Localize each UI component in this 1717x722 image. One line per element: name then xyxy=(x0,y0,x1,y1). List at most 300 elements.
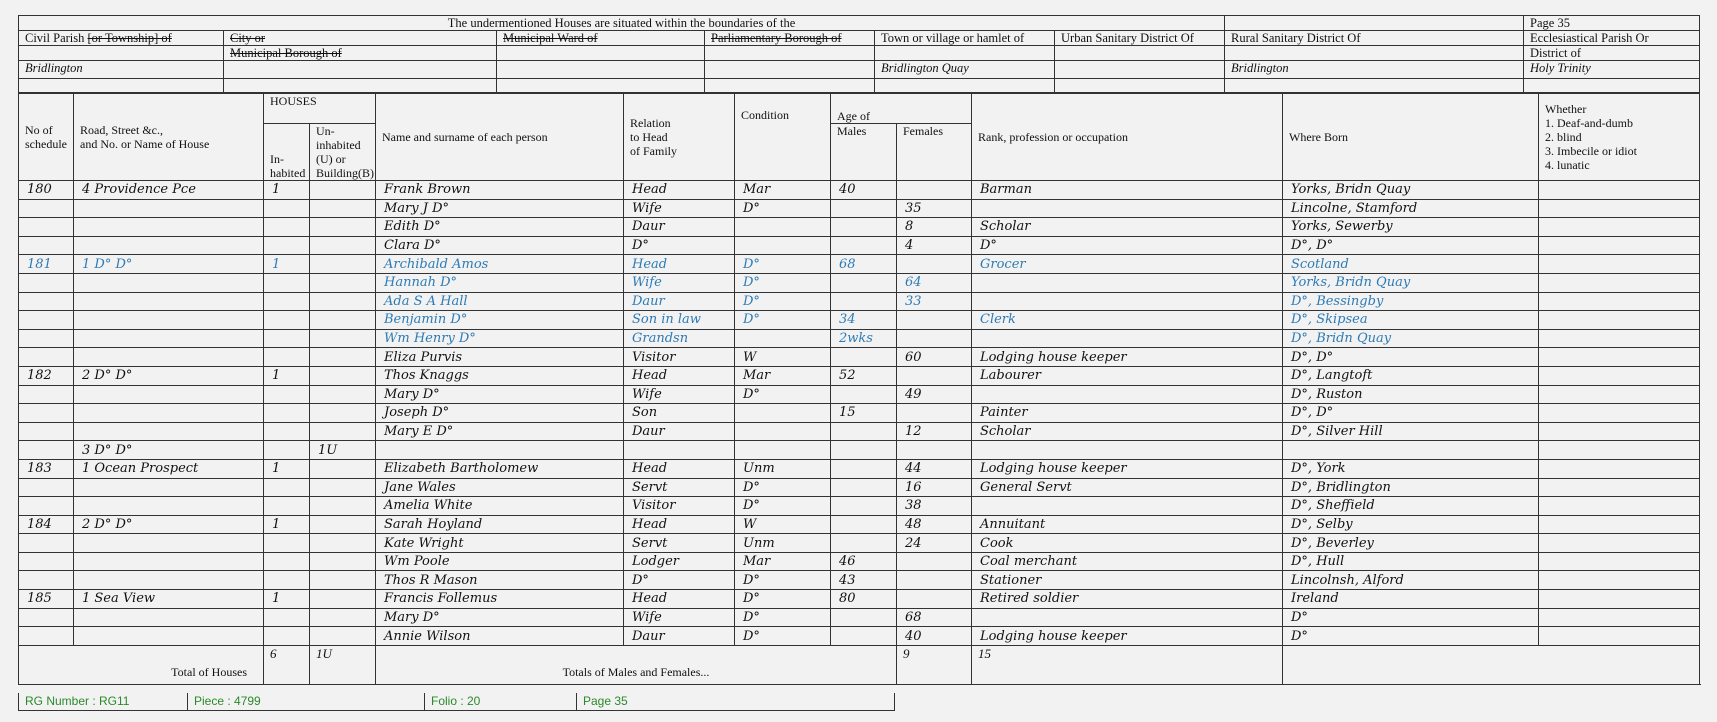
census-table xyxy=(18,93,1700,685)
table-row xyxy=(19,366,1700,385)
whether-cell xyxy=(1539,422,1700,441)
rural-district-value: Bridlington xyxy=(1225,61,1524,79)
relation-cell: Head xyxy=(624,515,735,534)
table-row xyxy=(19,534,1700,553)
boundaries-caption: The undermentioned Houses are situated within the boundaries of the xyxy=(19,16,1225,31)
relation-cell: Head xyxy=(624,366,735,385)
table-row xyxy=(19,422,1700,441)
occupation-cell xyxy=(972,273,1283,292)
males-age-cell xyxy=(831,273,897,292)
name-cell: Eliza Purvis xyxy=(376,348,624,367)
name-cell: Sarah Hoyland xyxy=(376,515,624,534)
relation-cell: Wife xyxy=(624,273,735,292)
condition-cell: D° xyxy=(735,590,831,609)
females-age-cell xyxy=(897,255,972,274)
uninhabited-cell xyxy=(310,292,376,311)
table-row xyxy=(19,236,1700,255)
uninhabited-cell xyxy=(310,181,376,200)
occupation-cell xyxy=(972,199,1283,218)
where-born-cell: Yorks, Bridn Quay xyxy=(1283,181,1539,200)
name-cell: Thos R Mason xyxy=(376,571,624,590)
relation-cell: Wife xyxy=(624,385,735,404)
occupation-cell xyxy=(972,608,1283,627)
whether-cell xyxy=(1539,497,1700,516)
males-age-cell xyxy=(831,236,897,255)
where-born-cell: Yorks, Sewerby xyxy=(1283,218,1539,237)
males-age-cell: 80 xyxy=(831,590,897,609)
name-cell: Mary J D° xyxy=(376,199,624,218)
where-born-cell: Ireland xyxy=(1283,590,1539,609)
road-cell xyxy=(74,236,264,255)
table-row xyxy=(19,329,1700,348)
table-row xyxy=(19,255,1700,274)
occupation-cell: Painter xyxy=(972,404,1283,423)
inhabited-cell: 1 xyxy=(264,366,310,385)
road-cell xyxy=(74,385,264,404)
col-age-of: Age of xyxy=(831,94,972,124)
table-row xyxy=(19,292,1700,311)
condition-cell xyxy=(735,218,831,237)
females-age-cell: 12 xyxy=(897,422,972,441)
col-road: Road, Street &c., and No. or Name of House xyxy=(74,94,264,181)
inhabited-cell xyxy=(264,292,310,311)
inhabited-cell xyxy=(264,311,310,330)
males-age-cell: 15 xyxy=(831,404,897,423)
name-cell: Clara D° xyxy=(376,236,624,255)
females-age-cell: 64 xyxy=(897,273,972,292)
name-cell: Mary E D° xyxy=(376,422,624,441)
road-cell xyxy=(74,404,264,423)
relation-cell: Grandsn xyxy=(624,329,735,348)
relation-cell: Servt xyxy=(624,478,735,497)
relation-cell: Son xyxy=(624,404,735,423)
schedule-cell: 183 xyxy=(19,459,74,478)
table-row xyxy=(19,552,1700,571)
borough-label: Municipal Borough of xyxy=(224,46,497,61)
rural-district-label: Rural Sanitary District Of xyxy=(1225,31,1524,46)
table-row xyxy=(19,311,1700,330)
table-row xyxy=(19,199,1700,218)
females-age-cell xyxy=(897,329,972,348)
inhabited-cell xyxy=(264,608,310,627)
rg-number: RG Number : RG11 xyxy=(19,693,188,710)
road-cell: 4 Providence Pce xyxy=(74,181,264,200)
col-houses: HOUSES xyxy=(264,94,376,124)
road-cell xyxy=(74,627,264,646)
town-label: Town or village or hamlet of xyxy=(875,31,1055,46)
road-cell xyxy=(74,329,264,348)
uninhabited-cell xyxy=(310,348,376,367)
road-cell xyxy=(74,199,264,218)
where-born-cell: D°, Beverley xyxy=(1283,534,1539,553)
where-born-cell: D°, D° xyxy=(1283,404,1539,423)
inhabited-cell: 1 xyxy=(264,515,310,534)
males-age-cell xyxy=(831,218,897,237)
whether-cell xyxy=(1539,366,1700,385)
inhabited-cell xyxy=(264,552,310,571)
males-age-cell: 2wks xyxy=(831,329,897,348)
table-row xyxy=(19,608,1700,627)
city-label: City or xyxy=(224,31,497,46)
road-cell xyxy=(74,478,264,497)
females-age-cell xyxy=(897,181,972,200)
inhabited-cell xyxy=(264,441,310,460)
condition-cell: W xyxy=(735,348,831,367)
col-condition: Condition xyxy=(735,94,831,181)
occupation-cell: Clerk xyxy=(972,311,1283,330)
relation-cell: Visitor xyxy=(624,497,735,516)
census-sheet xyxy=(18,15,1699,685)
table-row xyxy=(19,571,1700,590)
schedule-cell: 185 xyxy=(19,590,74,609)
whether-cell xyxy=(1539,608,1700,627)
uninhabited-cell xyxy=(310,255,376,274)
males-age-cell xyxy=(831,608,897,627)
col-name: Name and surname of each person xyxy=(376,94,624,181)
males-age-cell xyxy=(831,459,897,478)
relation-cell: Lodger xyxy=(624,552,735,571)
condition-cell xyxy=(735,422,831,441)
name-cell: Kate Wright xyxy=(376,534,624,553)
relation-cell: Servt xyxy=(624,534,735,553)
schedule-cell xyxy=(19,236,74,255)
relation-cell: Wife xyxy=(624,199,735,218)
uninhabited-cell xyxy=(310,311,376,330)
relation-cell: Visitor xyxy=(624,348,735,367)
totals-mf-label: Totals of Males and Females... xyxy=(376,645,897,684)
district-of-label: District of xyxy=(1524,46,1700,61)
whether-cell xyxy=(1539,571,1700,590)
occupation-cell: Lodging house keeper xyxy=(972,348,1283,367)
ecclesiastical-parish-value: Holy Trinity xyxy=(1524,61,1700,79)
inhabited-cell xyxy=(264,385,310,404)
females-age-cell xyxy=(897,590,972,609)
name-cell: Amelia White xyxy=(376,497,624,516)
relation-cell xyxy=(624,441,735,460)
females-age-cell: 49 xyxy=(897,385,972,404)
name-cell: Thos Knaggs xyxy=(376,366,624,385)
females-age-cell: 60 xyxy=(897,348,972,367)
ecclesiastical-parish-label: Ecclesiastical Parish Or xyxy=(1524,31,1700,46)
where-born-cell: D° xyxy=(1283,627,1539,646)
occupation-cell: Retired soldier xyxy=(972,590,1283,609)
relation-cell: Head xyxy=(624,181,735,200)
condition-cell: Unm xyxy=(735,459,831,478)
total-uninhabited: 1U xyxy=(310,645,376,684)
condition-cell: D° xyxy=(735,608,831,627)
schedule-cell xyxy=(19,552,74,571)
uninhabited-cell xyxy=(310,218,376,237)
urban-district-label: Urban Sanitary District Of xyxy=(1055,31,1225,46)
civil-parish-label: Civil Parish [or Township] of xyxy=(19,31,224,46)
where-born-cell: D°, Skipsea xyxy=(1283,311,1539,330)
inhabited-cell xyxy=(264,273,310,292)
inhabited-cell xyxy=(264,478,310,497)
name-cell: Benjamin D° xyxy=(376,311,624,330)
page-reference: Page 35 xyxy=(583,694,628,708)
name-cell: Annie Wilson xyxy=(376,627,624,646)
condition-cell: D° xyxy=(735,255,831,274)
occupation-cell: General Servt xyxy=(972,478,1283,497)
females-age-cell: 4 xyxy=(897,236,972,255)
schedule-cell xyxy=(19,571,74,590)
where-born-cell: Lincolnsh, Alford xyxy=(1283,571,1539,590)
uninhabited-cell xyxy=(310,236,376,255)
females-age-cell: 40 xyxy=(897,627,972,646)
males-age-cell xyxy=(831,627,897,646)
table-row xyxy=(19,478,1700,497)
where-born-cell: D°, Langtoft xyxy=(1283,366,1539,385)
municipal-ward-label: Municipal Ward of xyxy=(497,31,705,46)
name-cell: Frank Brown xyxy=(376,181,624,200)
where-born-cell: D°, D° xyxy=(1283,236,1539,255)
piece-number: Piece : 4799 xyxy=(188,693,425,710)
where-born-cell: D°, Bridlington xyxy=(1283,478,1539,497)
name-cell: Joseph D° xyxy=(376,404,624,423)
males-age-cell: 46 xyxy=(831,552,897,571)
where-born-cell: Lincolne, Stamford xyxy=(1283,199,1539,218)
where-born-cell: D°, D° xyxy=(1283,348,1539,367)
road-cell xyxy=(74,292,264,311)
females-age-cell: 35 xyxy=(897,199,972,218)
females-age-cell: 33 xyxy=(897,292,972,311)
condition-cell: D° xyxy=(735,292,831,311)
females-age-cell xyxy=(897,571,972,590)
condition-cell: D° xyxy=(735,478,831,497)
table-row xyxy=(19,497,1700,516)
occupation-cell xyxy=(972,385,1283,404)
where-born-cell: Scotland xyxy=(1283,255,1539,274)
road-cell xyxy=(74,273,264,292)
col-males: Males xyxy=(831,124,897,181)
relation-cell: Head xyxy=(624,255,735,274)
condition-cell: Unm xyxy=(735,534,831,553)
whether-cell xyxy=(1539,348,1700,367)
table-row xyxy=(19,181,1700,200)
females-age-cell: 24 xyxy=(897,534,972,553)
schedule-cell xyxy=(19,534,74,553)
inhabited-cell xyxy=(264,497,310,516)
whether-cell xyxy=(1539,478,1700,497)
name-cell: Edith D° xyxy=(376,218,624,237)
males-age-cell xyxy=(831,478,897,497)
col-females: Females xyxy=(897,124,972,181)
males-age-cell xyxy=(831,199,897,218)
males-age-cell: 68 xyxy=(831,255,897,274)
occupation-cell xyxy=(972,441,1283,460)
uninhabited-cell xyxy=(310,534,376,553)
occupation-cell: Grocer xyxy=(972,255,1283,274)
whether-cell xyxy=(1539,404,1700,423)
relation-cell: Head xyxy=(624,590,735,609)
occupation-cell: Scholar xyxy=(972,218,1283,237)
name-cell: Ada S A Hall xyxy=(376,292,624,311)
schedule-cell xyxy=(19,292,74,311)
col-schedule: No of schedule xyxy=(19,94,74,181)
condition-cell xyxy=(735,404,831,423)
where-born-cell xyxy=(1283,441,1539,460)
where-born-cell: D° xyxy=(1283,608,1539,627)
schedule-cell xyxy=(19,441,74,460)
relation-cell: D° xyxy=(624,571,735,590)
schedule-cell xyxy=(19,608,74,627)
whether-cell xyxy=(1539,329,1700,348)
road-cell xyxy=(74,534,264,553)
whether-cell xyxy=(1539,273,1700,292)
relation-cell: Daur xyxy=(624,627,735,646)
relation-cell: Head xyxy=(624,459,735,478)
road-cell: 1 Ocean Prospect xyxy=(74,459,264,478)
uninhabited-cell xyxy=(310,571,376,590)
name-cell: Jane Wales xyxy=(376,478,624,497)
males-age-cell xyxy=(831,441,897,460)
males-age-cell xyxy=(831,534,897,553)
inhabited-cell xyxy=(264,199,310,218)
schedule-cell xyxy=(19,348,74,367)
females-age-cell xyxy=(897,441,972,460)
road-cell xyxy=(74,571,264,590)
where-born-cell: D°, Bessingby xyxy=(1283,292,1539,311)
uninhabited-cell xyxy=(310,422,376,441)
boundaries-header xyxy=(18,15,1700,93)
condition-cell: Mar xyxy=(735,552,831,571)
whether-cell xyxy=(1539,236,1700,255)
table-row xyxy=(19,385,1700,404)
uninhabited-cell xyxy=(310,404,376,423)
condition-cell: D° xyxy=(735,273,831,292)
name-cell: Wm Henry D° xyxy=(376,329,624,348)
uninhabited-cell xyxy=(310,329,376,348)
occupation-cell xyxy=(972,292,1283,311)
males-age-cell: 40 xyxy=(831,181,897,200)
uninhabited-cell xyxy=(310,366,376,385)
females-age-cell: 44 xyxy=(897,459,972,478)
road-cell: 2 D° D° xyxy=(74,515,264,534)
relation-cell: Son in law xyxy=(624,311,735,330)
inhabited-cell xyxy=(264,218,310,237)
table-row xyxy=(19,404,1700,423)
condition-cell: Mar xyxy=(735,366,831,385)
relation-cell: Daur xyxy=(624,422,735,441)
where-born-cell: D°, Hull xyxy=(1283,552,1539,571)
where-born-cell: D°, Selby xyxy=(1283,515,1539,534)
road-cell xyxy=(74,311,264,330)
whether-cell xyxy=(1539,515,1700,534)
females-age-cell xyxy=(897,311,972,330)
whether-cell xyxy=(1539,441,1700,460)
col-uninhabited: Un- inhabited (U) or Building(B) xyxy=(310,124,376,181)
schedule-cell xyxy=(19,404,74,423)
males-age-cell xyxy=(831,385,897,404)
relation-cell: Daur xyxy=(624,218,735,237)
census-rows xyxy=(19,181,1700,646)
occupation-cell xyxy=(972,497,1283,516)
uninhabited-cell: 1U xyxy=(310,441,376,460)
road-cell: 3 D° D° xyxy=(74,441,264,460)
reference-footer xyxy=(18,693,895,711)
females-age-cell xyxy=(897,404,972,423)
total-houses-label: Total of Houses xyxy=(19,645,264,684)
town-value: Bridlington Quay xyxy=(875,61,1055,79)
schedule-cell xyxy=(19,218,74,237)
name-cell xyxy=(376,441,624,460)
occupation-cell: Coal merchant xyxy=(972,552,1283,571)
females-age-cell: 38 xyxy=(897,497,972,516)
whether-cell xyxy=(1539,627,1700,646)
uninhabited-cell xyxy=(310,199,376,218)
table-row xyxy=(19,590,1700,609)
condition-cell: D° xyxy=(735,311,831,330)
uninhabited-cell xyxy=(310,497,376,516)
inhabited-cell: 1 xyxy=(264,255,310,274)
condition-cell: D° xyxy=(735,385,831,404)
where-born-cell: D°, Ruston xyxy=(1283,385,1539,404)
males-age-cell xyxy=(831,292,897,311)
table-row xyxy=(19,441,1700,460)
table-row xyxy=(19,218,1700,237)
road-cell xyxy=(74,497,264,516)
condition-cell xyxy=(735,329,831,348)
inhabited-cell xyxy=(264,534,310,553)
road-cell: 1 D° D° xyxy=(74,255,264,274)
road-cell xyxy=(74,348,264,367)
where-born-cell: D°, Sheffield xyxy=(1283,497,1539,516)
total-males: 9 xyxy=(897,645,972,684)
inhabited-cell xyxy=(264,404,310,423)
inhabited-cell: 1 xyxy=(264,590,310,609)
page-number: Page 35 xyxy=(1524,16,1700,31)
condition-cell: W xyxy=(735,515,831,534)
name-cell: Archibald Amos xyxy=(376,255,624,274)
name-cell: Mary D° xyxy=(376,385,624,404)
where-born-cell: Yorks, Bridn Quay xyxy=(1283,273,1539,292)
males-age-cell: 34 xyxy=(831,311,897,330)
schedule-cell xyxy=(19,478,74,497)
females-age-cell: 68 xyxy=(897,608,972,627)
whether-cell xyxy=(1539,181,1700,200)
males-age-cell xyxy=(831,497,897,516)
schedule-cell xyxy=(19,385,74,404)
whether-cell xyxy=(1539,590,1700,609)
road-cell xyxy=(74,218,264,237)
col-where-born: Where Born xyxy=(1283,94,1539,181)
occupation-cell: Barman xyxy=(972,181,1283,200)
relation-cell: Daur xyxy=(624,292,735,311)
males-age-cell xyxy=(831,515,897,534)
schedule-cell xyxy=(19,497,74,516)
condition-cell xyxy=(735,236,831,255)
occupation-cell: Annuitant xyxy=(972,515,1283,534)
folio-number: Folio : 20 xyxy=(425,693,577,710)
table-row xyxy=(19,273,1700,292)
uninhabited-cell xyxy=(310,385,376,404)
inhabited-cell xyxy=(264,627,310,646)
occupation-cell: D° xyxy=(972,236,1283,255)
females-age-cell: 48 xyxy=(897,515,972,534)
total-females: 15 xyxy=(972,645,1283,684)
males-age-cell: 43 xyxy=(831,571,897,590)
occupation-cell: Stationer xyxy=(972,571,1283,590)
whether-cell xyxy=(1539,292,1700,311)
uninhabited-cell xyxy=(310,273,376,292)
table-row xyxy=(19,515,1700,534)
road-cell xyxy=(74,422,264,441)
road-cell xyxy=(74,552,264,571)
whether-cell xyxy=(1539,218,1700,237)
where-born-cell: D°, Silver Hill xyxy=(1283,422,1539,441)
inhabited-cell xyxy=(264,236,310,255)
name-cell: Hannah D° xyxy=(376,273,624,292)
